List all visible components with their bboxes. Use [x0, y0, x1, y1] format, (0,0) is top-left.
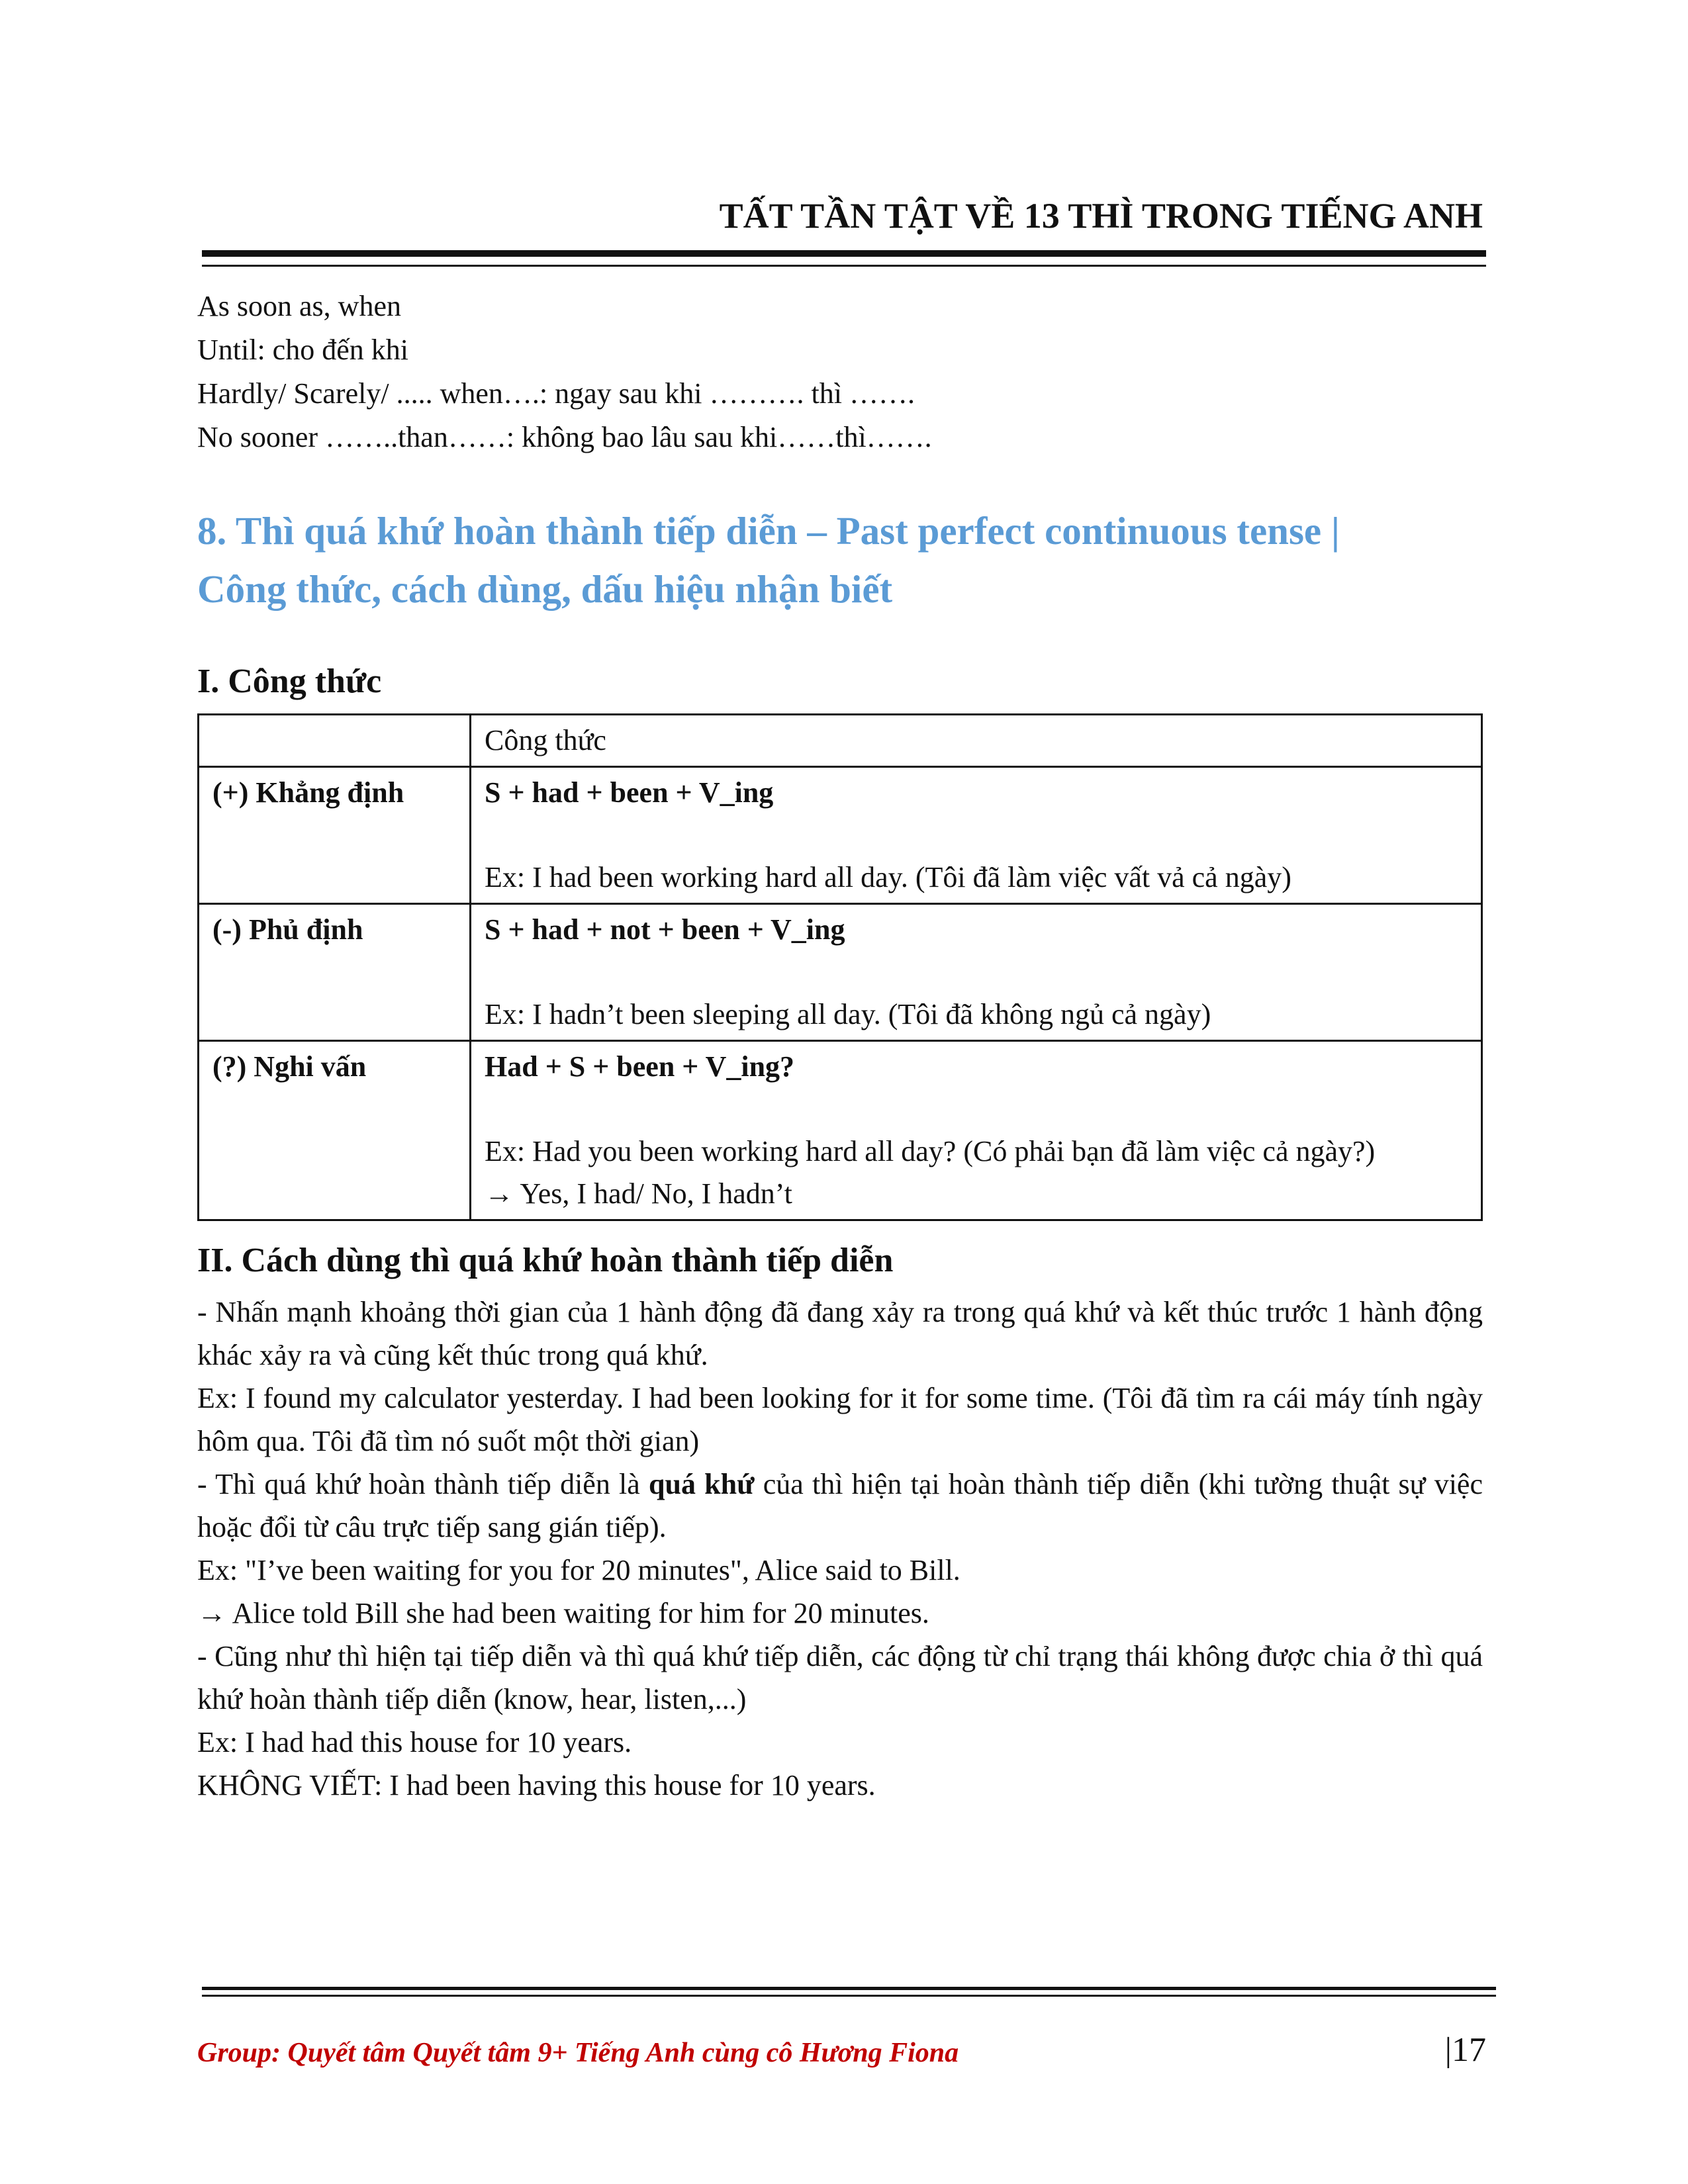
- header-title: TẤT TẦN TẬT VỀ 13 THÌ TRONG TIẾNG ANH: [719, 196, 1483, 236]
- section-title-line2: Công thức, cách dùng, dấu hiệu nhận biết: [197, 567, 893, 611]
- usage-example: Ex: I had had this house for 10 years.: [197, 1726, 632, 1758]
- usage-paragraph: - Cũng như thì hiện tại tiếp diễn và thì quá khứ tiếp diễn, các động từ chỉ trạng thái không được chia ở thì quá khứ hoàn thành tiếp diễn (know, hear, listen,...): [197, 1640, 1483, 1715]
- usage-example: Ex: "I’ve been waiting for you for 20 minutes", Alice said to Bill.: [197, 1554, 961, 1586]
- usage-example: KHÔNG VIẾT: I had been having this house for 10 years.: [197, 1769, 876, 1801]
- usage-paragraph: - Nhấn mạnh khoảng thời gian của 1 hành động đã đang xảy ra trong quá khứ và kết thúc trước 1 hành động khác xảy ra và cũng kết thúc trong quá khứ.: [197, 1296, 1483, 1371]
- usage-heading: II. Cách dùng thì quá khứ hoàn thành tiếp diễn: [197, 1242, 894, 1279]
- example-text: Ex: I hadn’t been sleeping all day. (Tôi đã không ngủ cả ngày): [485, 998, 1211, 1030]
- usage-paragraph: [197, 1463, 1483, 1549]
- section-title-line1: 8. Thì quá khứ hoàn thành tiếp diễn – Past perfect continuous tense |: [197, 509, 1340, 553]
- footer-divider: [202, 1987, 1496, 1990]
- formula-heading: I. Công thức: [197, 662, 382, 700]
- example-text: Ex: Had you been working hard all day? (Có phải bạn đã làm việc cả ngày?): [485, 1135, 1376, 1167]
- intro-line: As soon as, when: [197, 290, 401, 322]
- formula-table: [197, 713, 1483, 1221]
- table-header-empty-cell: [199, 715, 471, 767]
- row-content: [471, 1041, 1482, 1220]
- usage-example: → Alice told Bill she had been waiting for him for 20 minutes.: [197, 1597, 929, 1629]
- example-text: Ex: I had been working hard all day. (Tôi đã làm việc vất vả cả ngày): [485, 861, 1291, 893]
- intro-line: Until: cho đến khi: [197, 334, 408, 366]
- intro-conjunction-list: [197, 285, 1488, 459]
- footer-divider-thin: [202, 1995, 1496, 1997]
- formula-text: Had + S + been + V_ing?: [485, 1050, 795, 1083]
- page-number: |17: [1444, 2031, 1486, 2069]
- section-title: [197, 502, 1495, 618]
- table-row-affirmative: [199, 767, 1482, 904]
- intro-line: Hardly/ Scarely/ ..... when….: ngay sau khi ………. thì …….: [197, 377, 915, 410]
- formula-text: S + had + been + V_ing: [485, 776, 774, 809]
- row-label: (+) Khẳng định: [199, 767, 471, 904]
- usage-example: Ex: I found my calculator yesterday. I had been looking for it for some time. (Tôi đã tìm ra cái máy tính ngày hôm qua. Tôi đã tìm nó suốt một thời gian): [197, 1382, 1483, 1457]
- table-header-row: [199, 715, 1482, 767]
- row-label: (?) Nghi vấn: [199, 1041, 471, 1220]
- usage-emphasis: quá khứ: [649, 1468, 755, 1500]
- formula-text: S + had + not + been + V_ing: [485, 913, 845, 946]
- table-row-question: [199, 1041, 1482, 1220]
- table-column-header: Công thức: [471, 715, 1482, 767]
- answer-text: → Yes, I had/ No, I hadn’t: [485, 1177, 792, 1210]
- row-label: (-) Phủ định: [199, 904, 471, 1041]
- row-content: [471, 767, 1482, 904]
- header-divider: [202, 250, 1486, 257]
- usage-body: [197, 1291, 1483, 1807]
- row-content: [471, 904, 1482, 1041]
- usage-text: của thì hiện tại hoàn thành tiếp diễn (khi tường thuật sự việc hoặc đổi từ câu trực tiếp sang gián tiếp).: [197, 1468, 1483, 1543]
- footer-group-name: Group: Quyết tâm Quyết tâm 9+ Tiếng Anh cùng cô Hương Fiona: [197, 2038, 959, 2068]
- intro-line: No sooner ……..than……: không bao lâu sau khi……thì…….: [197, 421, 932, 453]
- table-row-negative: [199, 904, 1482, 1041]
- header-divider-thin: [202, 265, 1486, 267]
- usage-text: - Thì quá khứ hoàn thành tiếp diễn là: [197, 1468, 649, 1500]
